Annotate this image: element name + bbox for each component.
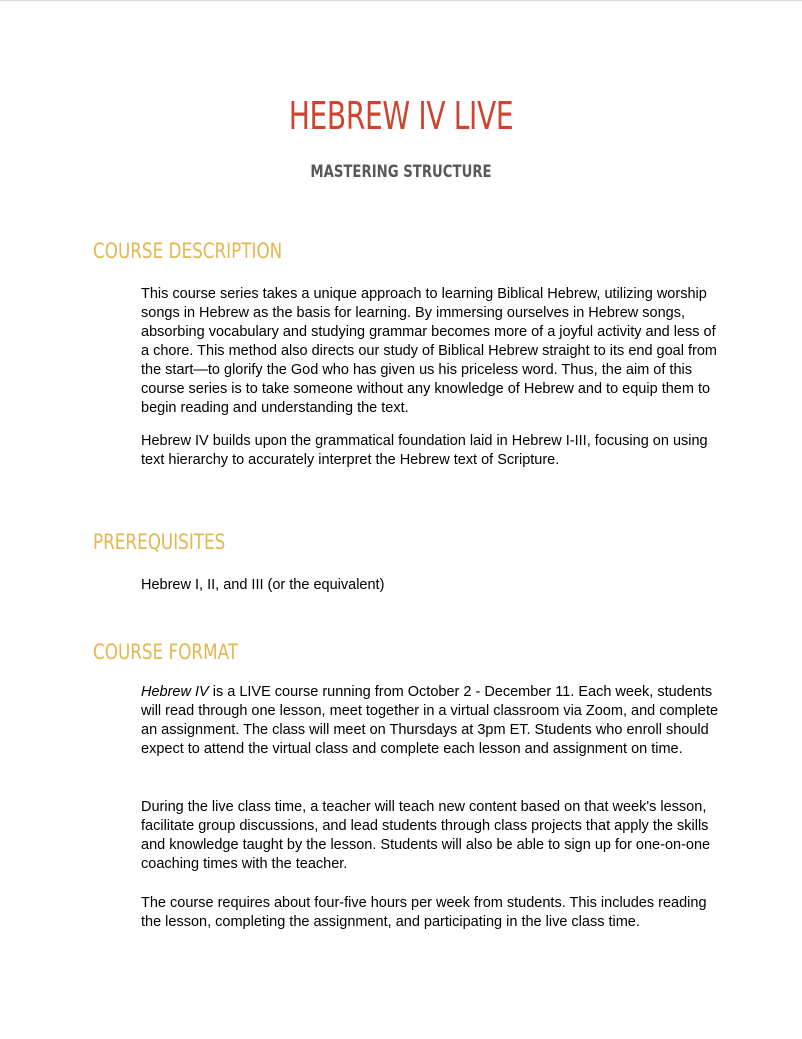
course-format-paragraph-2: During the live class time, a teacher will teach new content based on that week's lesson, facilitate group discussions, and lead students through class projects that apply the skills and knowledge taught by the lesson. Students will also be able to sign up for one-on-one coaching times with the teacher. — [141, 799, 711, 872]
course-description-paragraph-2: Hebrew IV builds upon the grammatical foundation laid in Hebrew I-III, focusing on using text hierarchy to accurately interpret the Hebrew text of Scripture. — [141, 433, 708, 468]
course-format-paragraph-1 — [141, 683, 721, 759]
page-top-divider — [0, 0, 802, 1]
course-name-italic: Hebrew IV — [141, 684, 209, 700]
course-format-paragraph-3: The course requires about four-five hours per week from students. This includes reading the lesson, completing the assignment, and participating in the live class time. — [141, 895, 707, 930]
prerequisites-text: Hebrew I, II, and III (or the equivalent) — [141, 577, 385, 593]
document-subtitle: MASTERING STRUCTURE — [310, 162, 492, 182]
course-description-heading: COURSE DESCRIPTION — [93, 239, 283, 263]
course-description-paragraph-1: This course series takes a unique approach to learning Biblical Hebrew, utilizing worship songs in Hebrew as the basis for learning. By immersing ourselves in Hebrew songs, absorbing vocabulary and studying grammar becomes more of a joyful activity and less of a chore. This method also directs our study of Biblical Hebrew straight to its end goal from the start—to glorify the God who has given us his priceless word. Thus, the aim of this course series is to take someone without any knowledge of Hebrew and to equip them to begin reading and understanding the text. — [141, 286, 717, 416]
document-title: HEBREW IV LIVE — [288, 94, 514, 138]
prerequisites-heading: PREREQUISITES — [93, 530, 226, 554]
course-format-heading: COURSE FORMAT — [93, 640, 239, 664]
course-format-paragraph-1-text: is a LIVE course running from October 2 - December 11. Each week, students will read through one lesson, meet together in a virtual classroom via Zoom, and complete an assignment. The class will meet on Thursdays at 3pm ET. Students who enroll should expect to attend the virtual class and complete each lesson and assignment on time. — [141, 684, 719, 757]
